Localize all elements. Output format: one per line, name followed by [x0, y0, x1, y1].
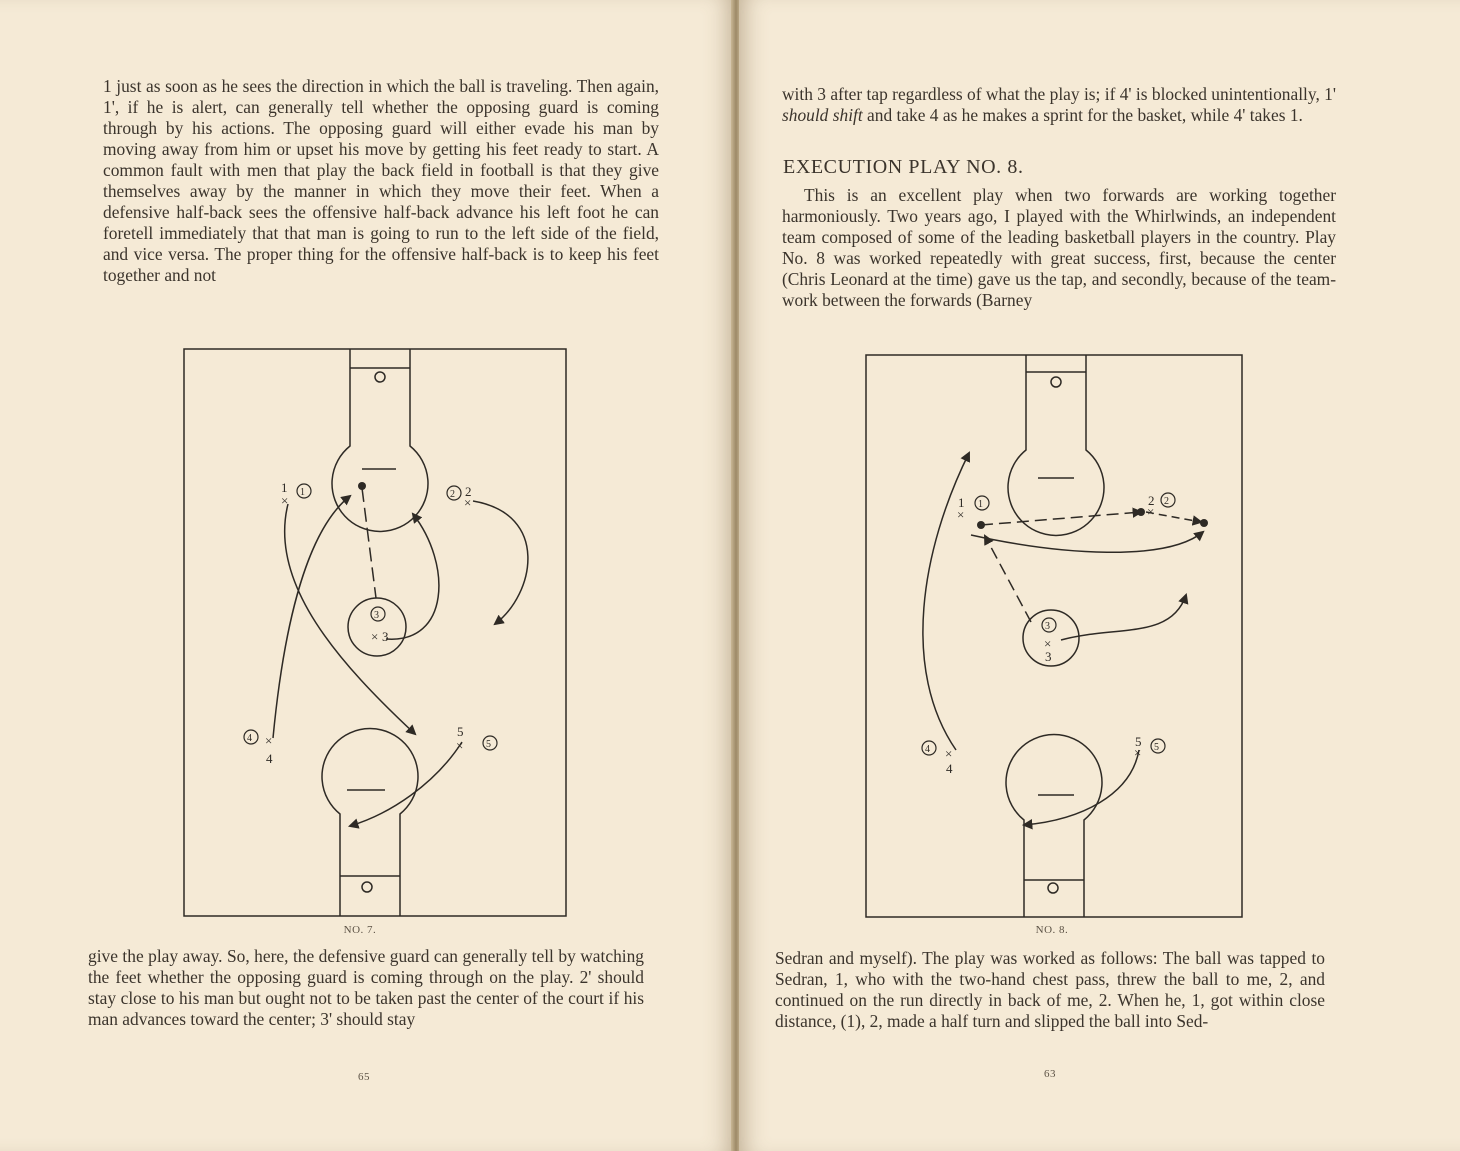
- player-5: [1134, 734, 1165, 760]
- svg-text:2: 2: [1148, 493, 1155, 508]
- svg-text:4: 4: [266, 751, 273, 766]
- player-4: [922, 741, 953, 776]
- svg-text:3: 3: [382, 629, 389, 644]
- top-basket: [375, 372, 385, 382]
- diagram-play-8: [861, 350, 1247, 922]
- svg-text:1: 1: [958, 495, 965, 510]
- right-page: [739, 0, 1460, 1151]
- svg-text:3: 3: [374, 610, 379, 621]
- diagram-play-7: [170, 344, 570, 919]
- svg-text:2: 2: [465, 484, 472, 499]
- svg-text:×: ×: [464, 495, 472, 510]
- top-lane: [1008, 355, 1104, 535]
- top-lane: [332, 349, 428, 531]
- left-top-paragraph: 1 just as soon as he sees the direction in which the ball is traveling. Then again, 1', if he is alert, can generally tell whether the opposing guard is coming through by his actions. The opposing guard will either evade his man by moving away from him or upset his move by getting his feet ready to start. A common fault with men that play the back field in football is that they give themselves away by the manner in which they move their feet. When a defensive half-back sees the offensive half-back advance his left foot he can foretell immediately that that man is going to run to the left side of the field, and vice versa. The proper thing for the offensive half-back is to keep his feet together and not: [103, 76, 659, 285]
- player-1: [957, 495, 989, 522]
- svg-text:2: 2: [1164, 496, 1169, 507]
- bottom-basket: [1048, 883, 1058, 893]
- svg-text:×: ×: [957, 507, 965, 522]
- svg-text:5: 5: [1154, 742, 1159, 753]
- svg-text:1: 1: [978, 499, 983, 510]
- section-heading: EXECUTION PLAY NO. 8.: [783, 156, 1024, 178]
- svg-text:5: 5: [486, 739, 491, 750]
- svg-text:4: 4: [247, 733, 252, 744]
- svg-text:1: 1: [281, 480, 288, 495]
- right-bottom-paragraph: Sedran and myself). The play was worked as follows: The ball was tapped to Sedran, 1, who with the two-hand chest pass, threw the ball to me, 2, and continued on the run directly in back of me, 2. When he, 1, got within close distance, (1), 2, made a half turn and slipped the ball into Sed-: [775, 948, 1325, 1031]
- player-1: [281, 480, 311, 508]
- bottom-lane: [322, 729, 418, 916]
- svg-text:5: 5: [1135, 734, 1142, 749]
- bottom-lane: [1006, 735, 1102, 917]
- svg-text:×: ×: [1044, 636, 1052, 651]
- svg-text:×: ×: [371, 629, 379, 644]
- svg-text:×: ×: [1134, 745, 1142, 760]
- svg-text:×: ×: [945, 746, 953, 761]
- svg-text:3: 3: [1045, 621, 1050, 632]
- player-3: [1042, 618, 1056, 664]
- player-3: [371, 607, 389, 644]
- player-4: [244, 730, 273, 766]
- svg-text:×: ×: [456, 738, 464, 753]
- bottom-basket: [362, 882, 372, 892]
- page-number-right: 63: [1044, 1068, 1056, 1080]
- figure-caption-no-8: NO. 8.: [1035, 924, 1069, 936]
- svg-text:5: 5: [457, 724, 464, 739]
- player-5: [456, 724, 497, 753]
- player-2: [447, 484, 472, 510]
- figure-caption-no-7: NO. 7.: [343, 924, 377, 936]
- svg-text:4: 4: [925, 744, 930, 755]
- left-bottom-paragraph: give the play away. So, here, the defensive guard can generally tell by watching the feet whether the opposing guard is coming through on the play. 2' should stay close to his man but ought not to be taken past the center of the court if his man advances toward the center; 3' should stay: [88, 946, 644, 1029]
- svg-text:1: 1: [300, 487, 305, 498]
- right-intro-paragraph: This is an excellent play when two forwards are working together harmoniously. Two years ago, I played with the Whirlwinds, an independent team composed of some of the leading basketball players in the country. Play No. 8 was worked repeatedly with great success, first, because the center (Chris Leonard at the time) gave us the tap, and secondly, because of the team-work between the forwards (Barney: [782, 185, 1336, 310]
- top-basket: [1051, 377, 1061, 387]
- svg-text:3: 3: [1045, 649, 1052, 664]
- svg-text:×: ×: [265, 733, 273, 748]
- svg-text:×: ×: [281, 493, 289, 508]
- page-number-left: 65: [358, 1071, 370, 1083]
- right-top-paragraph: with 3 after tap regardless of what the play is; if 4' is blocked unintentionally, 1' should shift and take 4 as he makes a sprint for the basket, while 4' takes 1.: [782, 84, 1336, 125]
- italic-emphasis: should shift: [782, 105, 863, 125]
- svg-text:2: 2: [450, 489, 455, 500]
- svg-text:4: 4: [946, 761, 953, 776]
- svg-text:×: ×: [1147, 504, 1155, 519]
